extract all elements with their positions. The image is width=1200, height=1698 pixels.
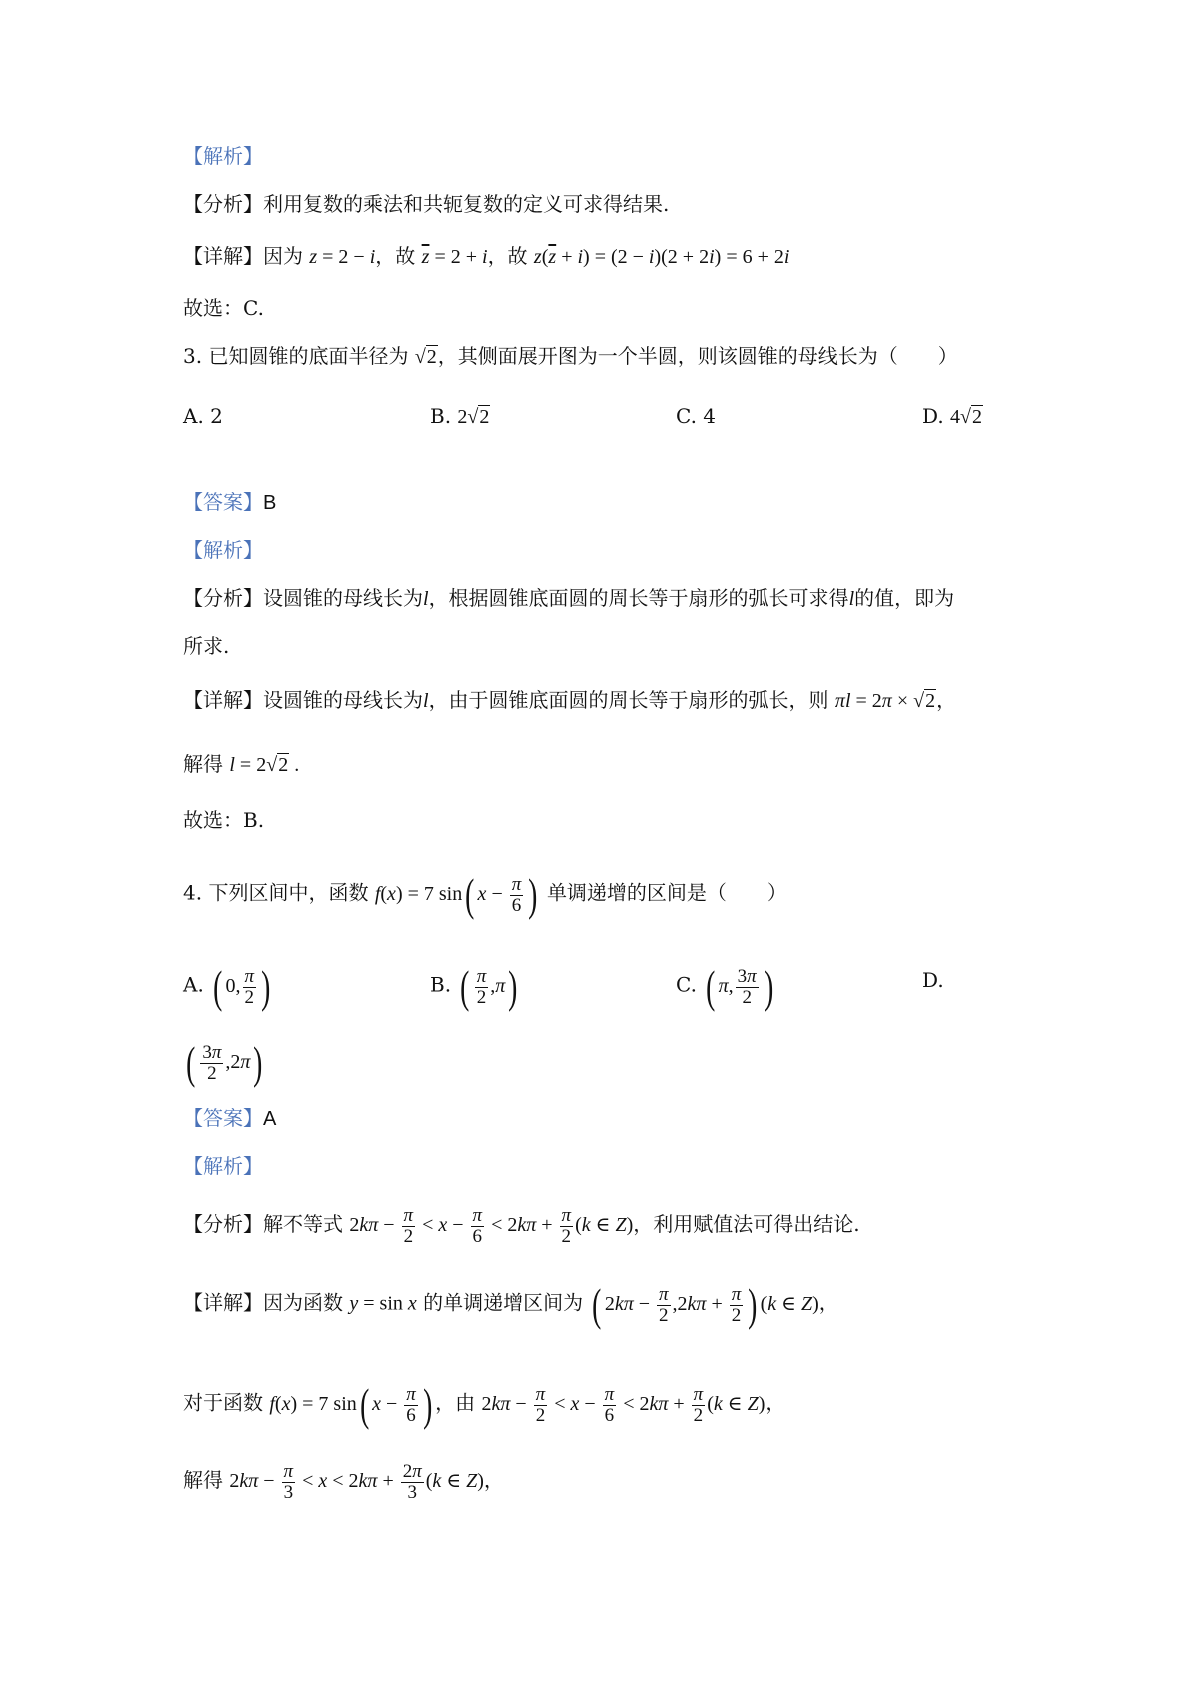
section-jiexi-3: 【解析】 xyxy=(183,538,263,562)
question-4-stem xyxy=(183,869,787,920)
analysis-label: 【分析】 xyxy=(183,1212,263,1237)
analysis-3-cont: 所求. xyxy=(183,634,230,658)
q4-option-d: D. xyxy=(922,968,944,992)
question-3-stem xyxy=(183,340,958,373)
analysis-text: 解不等式 xyxy=(263,1212,343,1237)
solve-text: 解得 xyxy=(183,1468,223,1493)
analysis-label: 【分析】 xyxy=(183,192,263,216)
solve-text: 解得 xyxy=(183,752,223,776)
analysis-text: ，利用赋值法可得出结论. xyxy=(633,1212,860,1237)
math-pil-eq: πl = 2π × √2 xyxy=(834,690,936,712)
math-product: $z(\overline{z} + i) = (2 - i)(2 + 2i) = 6 + 2i$ xyxy=(533,246,790,268)
stem-text: ，其侧面展开图为一个半圆，则该圆锥的母线长为（ ） xyxy=(437,344,958,368)
answer-3 xyxy=(183,486,276,519)
analysis-label: 【分析】 xyxy=(183,586,263,610)
q4-option-c xyxy=(676,961,776,1012)
stem-text: 单调递增的区间是（ ） xyxy=(546,880,787,905)
option-label: B. xyxy=(430,972,452,997)
analysis-text: 设圆锥的母线长为 xyxy=(263,586,423,610)
analysis-1 xyxy=(183,188,669,220)
math-l: l xyxy=(848,588,855,610)
detail-text: 的单调递增区间为 xyxy=(423,1290,584,1315)
detail-text: ， xyxy=(765,1390,786,1415)
detail-text: 对于函数 xyxy=(183,1390,263,1415)
detail-text: ，故 xyxy=(487,244,528,268)
detail-4-for xyxy=(183,1379,786,1430)
detail-text: ， xyxy=(936,688,957,712)
analysis-text: 的值，即为 xyxy=(854,586,955,610)
math-l-result: l = 2√2 . xyxy=(229,754,300,776)
stem-text: 3. 已知圆锥的底面半径为 xyxy=(183,344,409,368)
section-jiexi-4: 【解析】 xyxy=(183,1154,263,1178)
option-label: A. xyxy=(183,972,204,997)
math-interval-a: ( 0, $\frac{\pi}{2}$ ) xyxy=(213,961,271,1012)
q4-option-b xyxy=(430,961,521,1012)
solve-3 xyxy=(183,748,299,781)
option-label: D. xyxy=(922,404,944,428)
detail-text: ，由 xyxy=(435,1390,476,1415)
math-fx: f(x) = 7 sin( x − $\frac{\pi}{6}$ ) xyxy=(374,869,538,920)
detail-text: 因为 xyxy=(263,244,303,268)
math-inequality: 2kπ − $\frac{\pi}{2}$ < x − $\frac{\pi}{6}$ < 2kπ + $\frac{\pi}{2}$ (k ∈ Z) xyxy=(349,1205,634,1247)
math-x-range: 2kπ − $\frac{\pi}{3}$ < x < 2kπ + $\frac{2\pi}{3}$ (k ∈ Z) xyxy=(229,1461,484,1503)
detail-label: 【详解】 xyxy=(183,1290,263,1315)
math-y-sinx: y = sin x xyxy=(349,1292,417,1315)
q3-option-c: C. 4 xyxy=(676,404,717,428)
math-z-eq: z = 2 − i xyxy=(309,246,376,268)
detail-3 xyxy=(183,684,956,717)
answer-4 xyxy=(183,1102,276,1135)
math-4sqrt2: 4√2 xyxy=(950,406,983,428)
detail-text: ， xyxy=(818,1290,839,1315)
analysis-4 xyxy=(183,1206,860,1247)
q3-option-d xyxy=(922,400,983,433)
analysis-text: ，根据圆锥底面圆的周长等于扇形的弧长可求得 xyxy=(428,586,849,610)
q4-option-d-interval xyxy=(183,1037,266,1088)
solve-text: ， xyxy=(483,1468,504,1493)
math-interval-d: ( $\frac{3\pi}{2}$ ,2π) xyxy=(186,1037,263,1088)
q3-option-a: A. 2 xyxy=(183,404,223,428)
detail-label: 【详解】 xyxy=(183,244,263,268)
option-label: B. xyxy=(430,404,452,428)
math-interval-c: ( π, $\frac{3\pi}{2}$ ) xyxy=(706,961,773,1012)
section-jiexi-1: 【解析】 xyxy=(183,144,263,168)
math-zbar-eq: $\overline{z} = 2 + i$ xyxy=(421,246,488,268)
math-interval-b: ( $\frac{\pi}{2}$ ,π) xyxy=(460,961,518,1012)
math-l: l xyxy=(423,690,429,712)
detail-text: 设圆锥的母线长为 xyxy=(263,688,423,712)
math-fx-2: f(x) = 7 sin( x − $\frac{\pi}{6}$ ) xyxy=(269,1379,433,1430)
analysis-3 xyxy=(183,582,954,615)
detail-text: 因为函数 xyxy=(263,1290,343,1315)
detail-text: ，故 xyxy=(375,244,416,268)
math-l: l xyxy=(423,588,429,610)
detail-text: ，由于圆锥底面圆的周长等于扇形的弧长，则 xyxy=(428,688,829,712)
math-sqrt2: √2 xyxy=(414,346,437,368)
answer-choice-1: 故选：C. xyxy=(183,296,264,320)
stem-text: 4. 下列区间中，函数 xyxy=(183,880,369,905)
answer-value: B xyxy=(263,492,277,514)
math-2sqrt2: 2√2 xyxy=(457,406,490,428)
detail-4 xyxy=(183,1279,839,1330)
answer-label: 【答案】 xyxy=(183,1106,263,1130)
q4-option-a xyxy=(183,961,273,1012)
detail-label: 【详解】 xyxy=(183,688,263,712)
option-label: C. xyxy=(676,972,697,997)
answer-value: A xyxy=(263,1108,277,1130)
detail-1 xyxy=(183,240,789,273)
math-inequality-2: 2kπ − $\frac{\pi}{2}$ < x − $\frac{\pi}{6}$ < 2kπ + $\frac{\pi}{2}$ (k ∈ Z) xyxy=(481,1383,766,1426)
solve-4 xyxy=(183,1462,504,1503)
math-sin-interval: ( 2kπ − $\frac{\pi}{2}$ ,2kπ + $\frac{\pi}{2}$ ) (k ∈ Z) xyxy=(592,1279,819,1330)
answer-choice-3: 故选：B. xyxy=(183,808,265,832)
q3-option-b xyxy=(430,400,490,433)
analysis-text: 利用复数的乘法和共轭复数的定义可求得结果. xyxy=(263,192,670,216)
answer-label: 【答案】 xyxy=(183,490,263,514)
